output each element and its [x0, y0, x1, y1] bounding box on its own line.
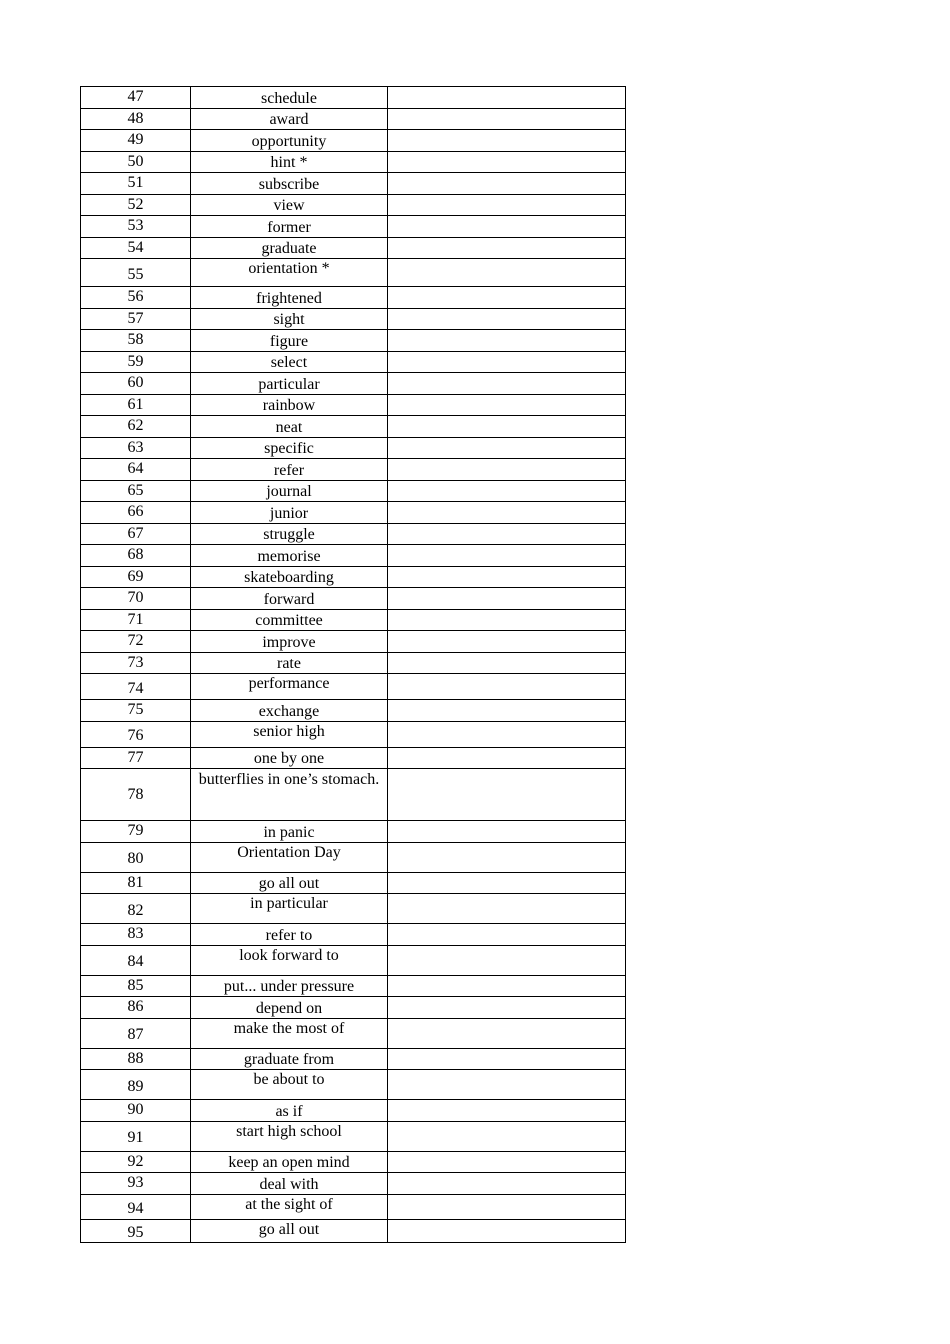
table-row	[81, 674, 626, 700]
table-row	[81, 769, 626, 821]
vocabulary-word-cell: award	[191, 108, 388, 130]
table-row	[81, 1121, 626, 1151]
vocabulary-word-cell: neat	[191, 416, 388, 438]
vocabulary-word-cell: at the sight of	[191, 1194, 388, 1219]
row-number-cell: 51	[81, 173, 191, 195]
vocabulary-word-cell: orientation *	[191, 259, 388, 287]
row-number-cell: 68	[81, 545, 191, 567]
table-row	[81, 237, 626, 259]
table-row	[81, 502, 626, 524]
meaning-blank-cell[interactable]	[388, 108, 626, 130]
row-number-cell: 47	[81, 87, 191, 109]
row-number-cell: 50	[81, 151, 191, 173]
vocabulary-word-cell: graduate from	[191, 1048, 388, 1070]
vocabulary-word-cell: frightened	[191, 287, 388, 309]
vocabulary-word-cell: rainbow	[191, 394, 388, 416]
row-number-cell: 61	[81, 394, 191, 416]
table-row	[81, 480, 626, 502]
meaning-blank-cell[interactable]	[388, 308, 626, 330]
meaning-blank-cell[interactable]	[388, 924, 626, 946]
meaning-blank-cell[interactable]	[388, 747, 626, 769]
table-row	[81, 416, 626, 438]
vocabulary-word-cell: opportunity	[191, 130, 388, 152]
row-number-cell: 48	[81, 108, 191, 130]
vocabulary-word-cell: deal with	[191, 1173, 388, 1195]
table-row	[81, 130, 626, 152]
row-number-cell: 86	[81, 997, 191, 1019]
row-number-cell: 83	[81, 924, 191, 946]
vocabulary-word-cell: Orientation Day	[191, 842, 388, 872]
table-row	[81, 394, 626, 416]
vocabulary-word-cell: schedule	[191, 87, 388, 109]
meaning-blank-cell[interactable]	[388, 287, 626, 309]
vocabulary-word-cell: particular	[191, 373, 388, 395]
vocabulary-word-cell: view	[191, 194, 388, 216]
row-number-cell: 85	[81, 975, 191, 997]
vocabulary-word-cell: rate	[191, 652, 388, 674]
vocabulary-word-cell: in panic	[191, 821, 388, 843]
vocabulary-word-cell: go all out	[191, 872, 388, 894]
meaning-blank-cell[interactable]	[388, 1100, 626, 1122]
table-row	[81, 945, 626, 975]
vocabulary-word-cell: graduate	[191, 237, 388, 259]
table-row	[81, 308, 626, 330]
table-row	[81, 747, 626, 769]
meaning-blank-cell[interactable]	[388, 894, 626, 924]
vocabulary-word-cell: keep an open mind	[191, 1151, 388, 1173]
row-number-cell: 67	[81, 523, 191, 545]
meaning-blank-cell[interactable]	[388, 351, 626, 373]
row-number-cell: 69	[81, 566, 191, 588]
table-row	[81, 1194, 626, 1219]
row-number-cell: 82	[81, 894, 191, 924]
table-row	[81, 87, 626, 109]
table-row	[81, 842, 626, 872]
meaning-blank-cell[interactable]	[388, 87, 626, 109]
row-number-cell: 49	[81, 130, 191, 152]
table-row	[81, 821, 626, 843]
table-row	[81, 523, 626, 545]
table-row	[81, 194, 626, 216]
row-number-cell: 66	[81, 502, 191, 524]
vocabulary-word-cell: hint *	[191, 151, 388, 173]
vocabulary-table	[80, 86, 626, 1243]
vocabulary-word-cell: exchange	[191, 700, 388, 722]
vocabulary-word-cell: in particular	[191, 894, 388, 924]
table-row	[81, 894, 626, 924]
table-row	[81, 975, 626, 997]
meaning-blank-cell[interactable]	[388, 1194, 626, 1219]
table-row	[81, 351, 626, 373]
table-row	[81, 216, 626, 238]
row-number-cell: 60	[81, 373, 191, 395]
vocabulary-word-cell: as if	[191, 1100, 388, 1122]
row-number-cell: 95	[81, 1219, 191, 1242]
vocabulary-table-body	[81, 87, 626, 1243]
table-row	[81, 721, 626, 747]
meaning-blank-cell[interactable]	[388, 631, 626, 653]
meaning-blank-cell[interactable]	[388, 502, 626, 524]
row-number-cell: 89	[81, 1070, 191, 1100]
meaning-blank-cell[interactable]	[388, 1070, 626, 1100]
row-number-cell: 80	[81, 842, 191, 872]
vocabulary-word-cell: one by one	[191, 747, 388, 769]
row-number-cell: 64	[81, 459, 191, 481]
meaning-blank-cell[interactable]	[388, 259, 626, 287]
table-row	[81, 459, 626, 481]
table-row	[81, 545, 626, 567]
row-number-cell: 52	[81, 194, 191, 216]
table-row	[81, 997, 626, 1019]
meaning-blank-cell[interactable]	[388, 1121, 626, 1151]
meaning-blank-cell[interactable]	[388, 700, 626, 722]
meaning-blank-cell[interactable]	[388, 1018, 626, 1048]
row-number-cell: 71	[81, 609, 191, 631]
table-row	[81, 287, 626, 309]
vocabulary-word-cell: improve	[191, 631, 388, 653]
meaning-blank-cell[interactable]	[388, 721, 626, 747]
row-number-cell: 84	[81, 945, 191, 975]
meaning-blank-cell[interactable]	[388, 652, 626, 674]
vocabulary-word-cell: skateboarding	[191, 566, 388, 588]
meaning-blank-cell[interactable]	[388, 373, 626, 395]
vocabulary-word-cell: go all out	[191, 1219, 388, 1242]
row-number-cell: 76	[81, 721, 191, 747]
meaning-blank-cell[interactable]	[388, 1151, 626, 1173]
row-number-cell: 63	[81, 437, 191, 459]
vocabulary-word-cell: put... under pressure	[191, 975, 388, 997]
row-number-cell: 57	[81, 308, 191, 330]
row-number-cell: 54	[81, 237, 191, 259]
meaning-blank-cell[interactable]	[388, 237, 626, 259]
meaning-blank-cell[interactable]	[388, 609, 626, 631]
table-row	[81, 1151, 626, 1173]
meaning-blank-cell[interactable]	[388, 975, 626, 997]
meaning-blank-cell[interactable]	[388, 151, 626, 173]
table-row	[81, 437, 626, 459]
table-row	[81, 1070, 626, 1100]
row-number-cell: 55	[81, 259, 191, 287]
meaning-blank-cell[interactable]	[388, 945, 626, 975]
vocabulary-word-cell: subscribe	[191, 173, 388, 195]
row-number-cell: 90	[81, 1100, 191, 1122]
row-number-cell: 70	[81, 588, 191, 610]
row-number-cell: 53	[81, 216, 191, 238]
vocabulary-word-cell: figure	[191, 330, 388, 352]
meaning-blank-cell[interactable]	[388, 1219, 626, 1242]
table-row	[81, 872, 626, 894]
row-number-cell: 81	[81, 872, 191, 894]
row-number-cell: 73	[81, 652, 191, 674]
row-number-cell: 58	[81, 330, 191, 352]
row-number-cell: 78	[81, 769, 191, 821]
row-number-cell: 87	[81, 1018, 191, 1048]
vocabulary-word-cell: start high school	[191, 1121, 388, 1151]
meaning-blank-cell[interactable]	[388, 1173, 626, 1195]
meaning-blank-cell[interactable]	[388, 437, 626, 459]
row-number-cell: 77	[81, 747, 191, 769]
vocabulary-word-cell: specific	[191, 437, 388, 459]
vocabulary-word-cell: committee	[191, 609, 388, 631]
meaning-blank-cell[interactable]	[388, 566, 626, 588]
row-number-cell: 91	[81, 1121, 191, 1151]
vocabulary-word-cell: performance	[191, 674, 388, 700]
table-row	[81, 1173, 626, 1195]
vocabulary-word-cell: junior	[191, 502, 388, 524]
row-number-cell: 62	[81, 416, 191, 438]
vocabulary-word-cell: make the most of	[191, 1018, 388, 1048]
meaning-blank-cell[interactable]	[388, 842, 626, 872]
meaning-blank-cell[interactable]	[388, 194, 626, 216]
row-number-cell: 56	[81, 287, 191, 309]
table-row	[81, 173, 626, 195]
meaning-blank-cell[interactable]	[388, 459, 626, 481]
row-number-cell: 59	[81, 351, 191, 373]
meaning-blank-cell[interactable]	[388, 416, 626, 438]
row-number-cell: 79	[81, 821, 191, 843]
meaning-blank-cell[interactable]	[388, 769, 626, 821]
row-number-cell: 93	[81, 1173, 191, 1195]
row-number-cell: 65	[81, 480, 191, 502]
vocabulary-word-cell: forward	[191, 588, 388, 610]
meaning-blank-cell[interactable]	[388, 394, 626, 416]
meaning-blank-cell[interactable]	[388, 216, 626, 238]
vocabulary-word-cell: refer	[191, 459, 388, 481]
table-row	[81, 566, 626, 588]
table-row	[81, 259, 626, 287]
row-number-cell: 94	[81, 1194, 191, 1219]
meaning-blank-cell[interactable]	[388, 872, 626, 894]
table-row	[81, 1048, 626, 1070]
table-row	[81, 1219, 626, 1242]
meaning-blank-cell[interactable]	[388, 173, 626, 195]
row-number-cell: 72	[81, 631, 191, 653]
table-row	[81, 588, 626, 610]
meaning-blank-cell[interactable]	[388, 674, 626, 700]
meaning-blank-cell[interactable]	[388, 545, 626, 567]
meaning-blank-cell[interactable]	[388, 997, 626, 1019]
table-row	[81, 924, 626, 946]
vocabulary-word-cell: former	[191, 216, 388, 238]
meaning-blank-cell[interactable]	[388, 480, 626, 502]
meaning-blank-cell[interactable]	[388, 330, 626, 352]
vocabulary-word-cell: struggle	[191, 523, 388, 545]
vocabulary-word-cell: refer to	[191, 924, 388, 946]
vocabulary-word-cell: journal	[191, 480, 388, 502]
table-row	[81, 652, 626, 674]
table-row	[81, 609, 626, 631]
table-row	[81, 330, 626, 352]
meaning-blank-cell[interactable]	[388, 130, 626, 152]
table-row	[81, 151, 626, 173]
table-row	[81, 373, 626, 395]
row-number-cell: 88	[81, 1048, 191, 1070]
vocabulary-word-cell: memorise	[191, 545, 388, 567]
meaning-blank-cell[interactable]	[388, 523, 626, 545]
meaning-blank-cell[interactable]	[388, 588, 626, 610]
meaning-blank-cell[interactable]	[388, 1048, 626, 1070]
vocabulary-word-cell: butterflies in one’s stomach.	[191, 769, 388, 821]
table-row	[81, 108, 626, 130]
row-number-cell: 92	[81, 1151, 191, 1173]
table-row	[81, 700, 626, 722]
table-row	[81, 1018, 626, 1048]
vocabulary-word-cell: be about to	[191, 1070, 388, 1100]
meaning-blank-cell[interactable]	[388, 821, 626, 843]
table-row	[81, 631, 626, 653]
vocabulary-word-cell: select	[191, 351, 388, 373]
vocabulary-word-cell: depend on	[191, 997, 388, 1019]
row-number-cell: 74	[81, 674, 191, 700]
row-number-cell: 75	[81, 700, 191, 722]
vocabulary-word-cell: sight	[191, 308, 388, 330]
vocabulary-word-cell: senior high	[191, 721, 388, 747]
table-row	[81, 1100, 626, 1122]
vocabulary-word-cell: look forward to	[191, 945, 388, 975]
